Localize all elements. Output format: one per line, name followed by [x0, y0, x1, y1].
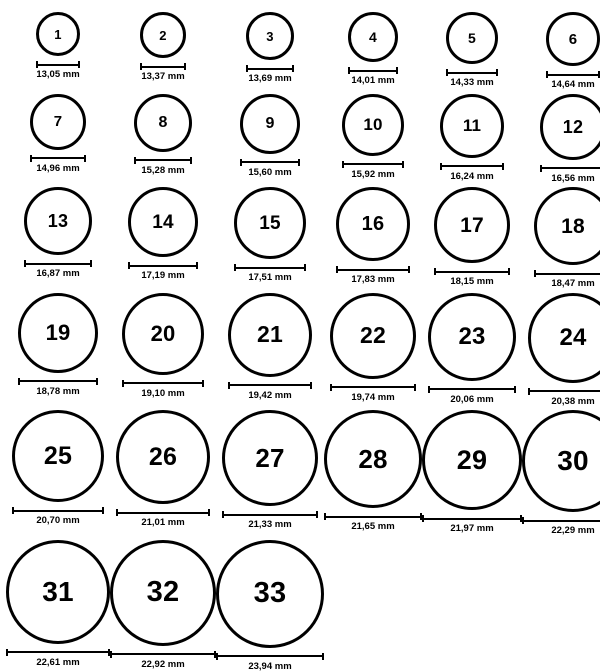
ring-diameter-label: 13,37 mm — [141, 71, 185, 82]
ring-cell — [216, 289, 324, 407]
ring-cell — [6, 183, 110, 289]
ring-cell — [216, 183, 324, 289]
ring-circle[interactable] — [330, 293, 416, 379]
ring-circle[interactable] — [540, 94, 600, 160]
ring-size-number: 17 — [460, 213, 484, 237]
caliper-icon — [422, 515, 522, 522]
caliper-icon — [522, 517, 600, 524]
ring-measurement — [134, 157, 192, 176]
ring-measurement — [434, 268, 510, 287]
ring-circle[interactable] — [240, 94, 300, 154]
ring-size-number: 14 — [152, 211, 174, 233]
ring-diameter-label: 22,61 mm — [36, 656, 80, 668]
ring-circle[interactable] — [234, 187, 306, 259]
caliper-icon — [116, 509, 210, 516]
ring-circle[interactable] — [440, 94, 504, 158]
ring-measurement — [422, 515, 522, 534]
caliper-icon — [528, 388, 600, 395]
caliper-icon — [228, 382, 312, 389]
ring-size-number: 29 — [456, 444, 488, 475]
ring-diameter-label: 22,29 mm — [551, 525, 595, 536]
ring-circle[interactable] — [24, 187, 92, 255]
ring-measurement — [36, 61, 80, 80]
ring-diameter-label: 19,10 mm — [141, 387, 185, 399]
ring-measurement — [110, 651, 216, 670]
ring-measurement — [228, 382, 312, 401]
caliper-icon — [122, 380, 204, 387]
caliper-icon — [440, 163, 504, 170]
ring-diameter-label: 14,01 mm — [351, 75, 395, 86]
ring-cell — [324, 90, 422, 184]
ring-circle[interactable] — [546, 12, 600, 66]
ring-cell — [522, 90, 600, 184]
caliper-icon — [428, 386, 516, 393]
ring-circle[interactable] — [222, 410, 318, 506]
ring-circle[interactable] — [422, 410, 522, 510]
ring-measurement — [428, 386, 516, 405]
ring-size-number: 6 — [568, 30, 578, 48]
ring-diameter-label: 17,19 mm — [141, 270, 185, 281]
ring-diameter-label: 15,28 mm — [141, 164, 185, 176]
ring-size-number: 16 — [361, 213, 385, 235]
ring-cell — [216, 8, 324, 90]
ring-circle[interactable] — [342, 94, 404, 156]
ring-circle[interactable] — [534, 187, 600, 265]
ring-cell — [216, 90, 324, 184]
ring-circle[interactable] — [446, 12, 498, 64]
ring-cell — [216, 406, 324, 536]
ring-size-number: 23 — [458, 322, 486, 350]
ring-circle[interactable] — [134, 94, 192, 152]
ring-size-number: 19 — [45, 319, 71, 345]
ring-measurement — [24, 260, 92, 279]
ring-cell — [110, 90, 216, 184]
ring-measurement — [336, 266, 410, 285]
ring-size-number: 1 — [54, 26, 62, 42]
ring-circle[interactable] — [6, 540, 110, 644]
ring-cell — [110, 289, 216, 407]
ring-circle[interactable] — [110, 540, 216, 646]
caliper-icon — [18, 378, 98, 385]
ring-measurement — [30, 155, 86, 174]
ring-diameter-label: 21,33 mm — [248, 519, 292, 530]
ring-diameter-label: 15,60 mm — [248, 166, 292, 178]
ring-measurement — [240, 159, 300, 178]
ring-measurement — [446, 69, 498, 88]
ring-cell — [324, 183, 422, 289]
ring-measurement — [348, 67, 398, 86]
ring-circle[interactable] — [336, 187, 410, 261]
ring-measurement — [246, 65, 294, 84]
caliper-icon — [434, 268, 510, 275]
ring-size-number: 26 — [148, 442, 178, 471]
ring-cell — [324, 406, 422, 536]
ring-cell — [110, 406, 216, 536]
caliper-icon — [234, 264, 306, 271]
ring-measurement — [6, 649, 110, 668]
ring-circle[interactable] — [12, 410, 104, 502]
ring-diameter-label: 15,92 mm — [351, 168, 395, 180]
ring-cell — [522, 289, 600, 407]
ring-circle[interactable] — [528, 293, 600, 383]
caliper-icon — [446, 69, 498, 76]
ring-size-number: 24 — [559, 323, 587, 351]
ring-measurement — [528, 388, 600, 407]
ring-measurement — [234, 264, 306, 283]
ring-cell — [6, 289, 110, 407]
caliper-icon — [36, 61, 80, 68]
ring-measurement — [522, 517, 600, 536]
ring-size-number: 31 — [42, 575, 74, 607]
ring-diameter-label: 18,15 mm — [450, 276, 494, 287]
ring-size-number: 20 — [150, 320, 176, 346]
ring-cell — [522, 8, 600, 90]
ring-size-number: 21 — [257, 321, 283, 347]
ring-circle[interactable] — [324, 410, 422, 508]
ring-size-number: 18 — [561, 214, 585, 238]
ring-circle[interactable] — [122, 293, 204, 375]
ring-size-number: 27 — [255, 443, 285, 473]
ring-size-number: 2 — [159, 27, 167, 43]
ring-diameter-label: 13,05 mm — [36, 69, 80, 80]
ring-diameter-label: 19,42 mm — [248, 389, 292, 401]
ring-diameter-label: 21,65 mm — [351, 521, 395, 532]
ring-diameter-label: 16,56 mm — [551, 172, 595, 184]
caliper-icon — [12, 507, 104, 514]
ring-size-number: 13 — [47, 211, 69, 231]
caliper-icon — [342, 161, 404, 168]
ring-measurement — [222, 511, 318, 530]
ring-circle[interactable] — [30, 94, 86, 150]
ring-cell — [422, 90, 522, 184]
ring-circle[interactable] — [216, 540, 324, 648]
ring-cell — [6, 8, 110, 90]
ring-size-number: 7 — [53, 113, 63, 130]
ring-size-number: 30 — [557, 445, 589, 476]
ring-cell — [422, 183, 522, 289]
caliper-icon — [240, 159, 300, 166]
ring-size-number: 11 — [462, 116, 482, 135]
ring-cell — [522, 406, 600, 536]
ring-circle[interactable] — [18, 293, 98, 373]
caliper-icon — [546, 71, 600, 78]
ring-circle[interactable] — [140, 12, 186, 58]
caliper-icon — [336, 266, 410, 273]
ring-measurement — [534, 270, 600, 289]
ring-circle[interactable] — [428, 293, 516, 381]
ring-cell — [110, 8, 216, 90]
ring-measurement — [324, 513, 422, 532]
caliper-icon — [540, 165, 600, 172]
ring-diameter-label: 19,74 mm — [351, 391, 395, 403]
ring-diameter-label: 14,64 mm — [551, 79, 595, 90]
ring-diameter-label: 14,33 mm — [450, 77, 494, 88]
ring-cell — [110, 536, 216, 672]
ring-diameter-label: 18,47 mm — [551, 278, 595, 289]
ring-cell — [324, 289, 422, 407]
ring-size-number: 8 — [158, 113, 168, 131]
ring-diameter-label: 22,92 mm — [141, 658, 185, 670]
caliper-icon — [222, 511, 318, 518]
ring-size-number: 3 — [266, 28, 274, 44]
ring-measurement — [330, 384, 416, 403]
ring-cell — [6, 536, 110, 672]
ring-circle[interactable] — [348, 12, 398, 62]
ring-cell — [324, 8, 422, 90]
ring-diameter-label: 21,01 mm — [141, 517, 185, 528]
ring-size-number: 33 — [253, 577, 287, 609]
ring-measurement — [18, 378, 98, 397]
ring-diameter-label: 20,38 mm — [551, 395, 595, 407]
caliper-icon — [246, 65, 294, 72]
ring-size-number: 25 — [43, 441, 73, 470]
ring-diameter-label: 16,87 mm — [36, 268, 80, 279]
ring-measurement — [546, 71, 600, 90]
ring-circle[interactable] — [228, 293, 312, 377]
ring-size-number: 5 — [468, 30, 476, 46]
caliper-icon — [348, 67, 398, 74]
caliper-icon — [128, 262, 198, 269]
caliper-icon — [324, 513, 422, 520]
ring-measurement — [216, 653, 324, 672]
ring-diameter-label: 13,69 mm — [248, 73, 292, 84]
ring-circle[interactable] — [246, 12, 294, 60]
ring-circle[interactable] — [116, 410, 210, 504]
ring-diameter-label: 20,06 mm — [450, 393, 494, 405]
ring-diameter-label: 17,51 mm — [248, 272, 292, 283]
ring-size-number: 9 — [265, 114, 275, 132]
ring-cell — [6, 90, 110, 184]
ring-size-number: 10 — [363, 115, 383, 134]
ring-diameter-label: 20,70 mm — [36, 515, 80, 526]
ring-size-number: 15 — [259, 212, 281, 234]
caliper-icon — [534, 270, 600, 277]
ring-diameter-label: 18,78 mm — [36, 385, 80, 397]
ring-cell — [110, 183, 216, 289]
ring-diameter-label: 17,83 mm — [351, 274, 395, 285]
ring-cell — [422, 406, 522, 536]
ring-measurement — [12, 507, 104, 526]
ring-measurement — [128, 262, 198, 281]
ring-diameter-label: 21,97 mm — [450, 523, 494, 534]
ring-size-number: 22 — [360, 322, 386, 348]
ring-measurement — [342, 161, 404, 180]
ring-cell — [422, 8, 522, 90]
caliper-icon — [140, 63, 186, 70]
ring-circle[interactable] — [522, 410, 600, 512]
caliper-icon — [6, 649, 110, 656]
ring-measurement — [116, 509, 210, 528]
ring-cell — [422, 289, 522, 407]
ring-size-number: 32 — [146, 576, 180, 608]
ring-cell — [6, 406, 110, 536]
caliper-icon — [110, 651, 216, 658]
ring-diameter-label: 23,94 mm — [248, 660, 292, 672]
ring-circle[interactable] — [128, 187, 198, 257]
ring-measurement — [140, 63, 186, 82]
ring-circle[interactable] — [36, 12, 80, 56]
ring-cell — [522, 183, 600, 289]
ring-diameter-label: 16,24 mm — [450, 170, 494, 182]
ring-diameter-label: 14,96 mm — [36, 162, 80, 174]
caliper-icon — [30, 155, 86, 162]
ring-measurement — [440, 163, 504, 182]
ring-size-number: 28 — [358, 444, 388, 474]
ring-cell — [216, 536, 324, 672]
caliper-icon — [24, 260, 92, 267]
ring-size-number: 4 — [369, 29, 377, 45]
ring-size-number: 12 — [562, 116, 584, 137]
ring-circle[interactable] — [434, 187, 510, 263]
ring-measurement — [540, 165, 600, 184]
caliper-icon — [216, 653, 324, 660]
ring-measurement — [122, 380, 204, 399]
caliper-icon — [330, 384, 416, 391]
caliper-icon — [134, 157, 192, 164]
